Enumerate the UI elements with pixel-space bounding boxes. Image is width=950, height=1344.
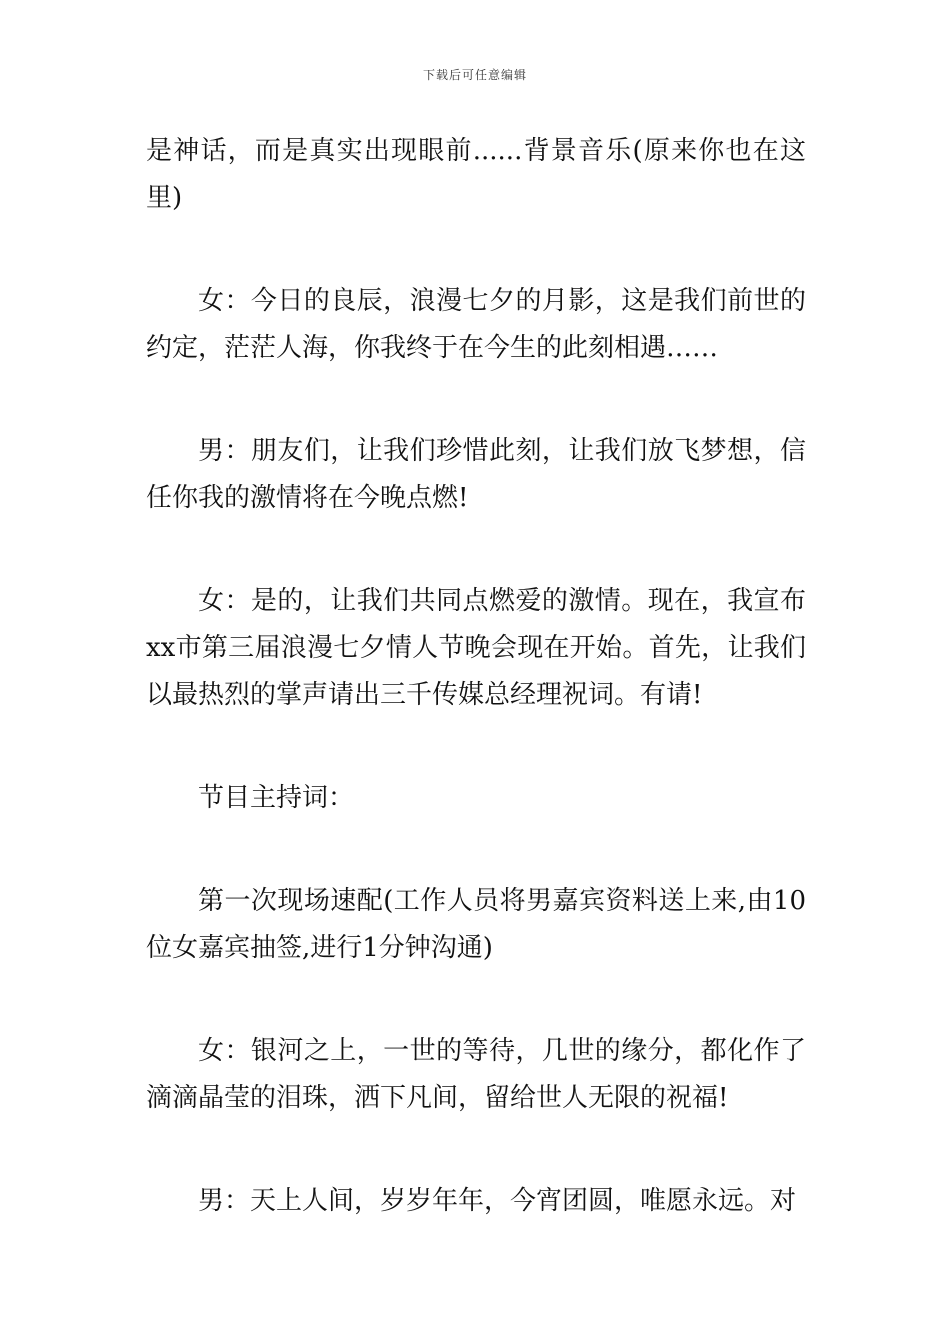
paragraph: 男：天上人间，岁岁年年，今宵团圆，唯愿永远。对: [198, 1186, 797, 1216]
paragraph: 女：今日的良辰，浪漫七夕的月影，这是我们前世的约定，茫茫人海，你我终于在今生的此刻相遇……: [146, 286, 806, 363]
paragraph: 第一次现场速配(工作人员将男嘉宾资料送上来,由10位女嘉宾抽签,进行1分钟沟通): [146, 886, 806, 963]
section-heading: 节目主持词：: [198, 783, 355, 813]
paragraph: 男：朋友们，让我们珍惜此刻，让我们放飞梦想，信任你我的激情将在今晚点燃!: [146, 436, 806, 513]
paragraph: 是神话，而是真实出现眼前......背景音乐(原来你也在这里): [146, 136, 806, 213]
document-body: [146, 128, 806, 1281]
paragraph: 女：银河之上，一世的等待，几世的缘分，都化作了滴滴晶莹的泪珠，洒下凡间，留给世人无限的祝福!: [146, 1036, 806, 1113]
page-header-note: 下载后可任意编辑: [422, 68, 527, 82]
paragraph: 女：是的，让我们共同点燃爱的激情。现在，我宣布xx市第三届浪漫七夕情人节晚会现在开始。首先，让我们以最热烈的掌声请出三千传媒总经理祝词。有请!: [146, 586, 806, 710]
